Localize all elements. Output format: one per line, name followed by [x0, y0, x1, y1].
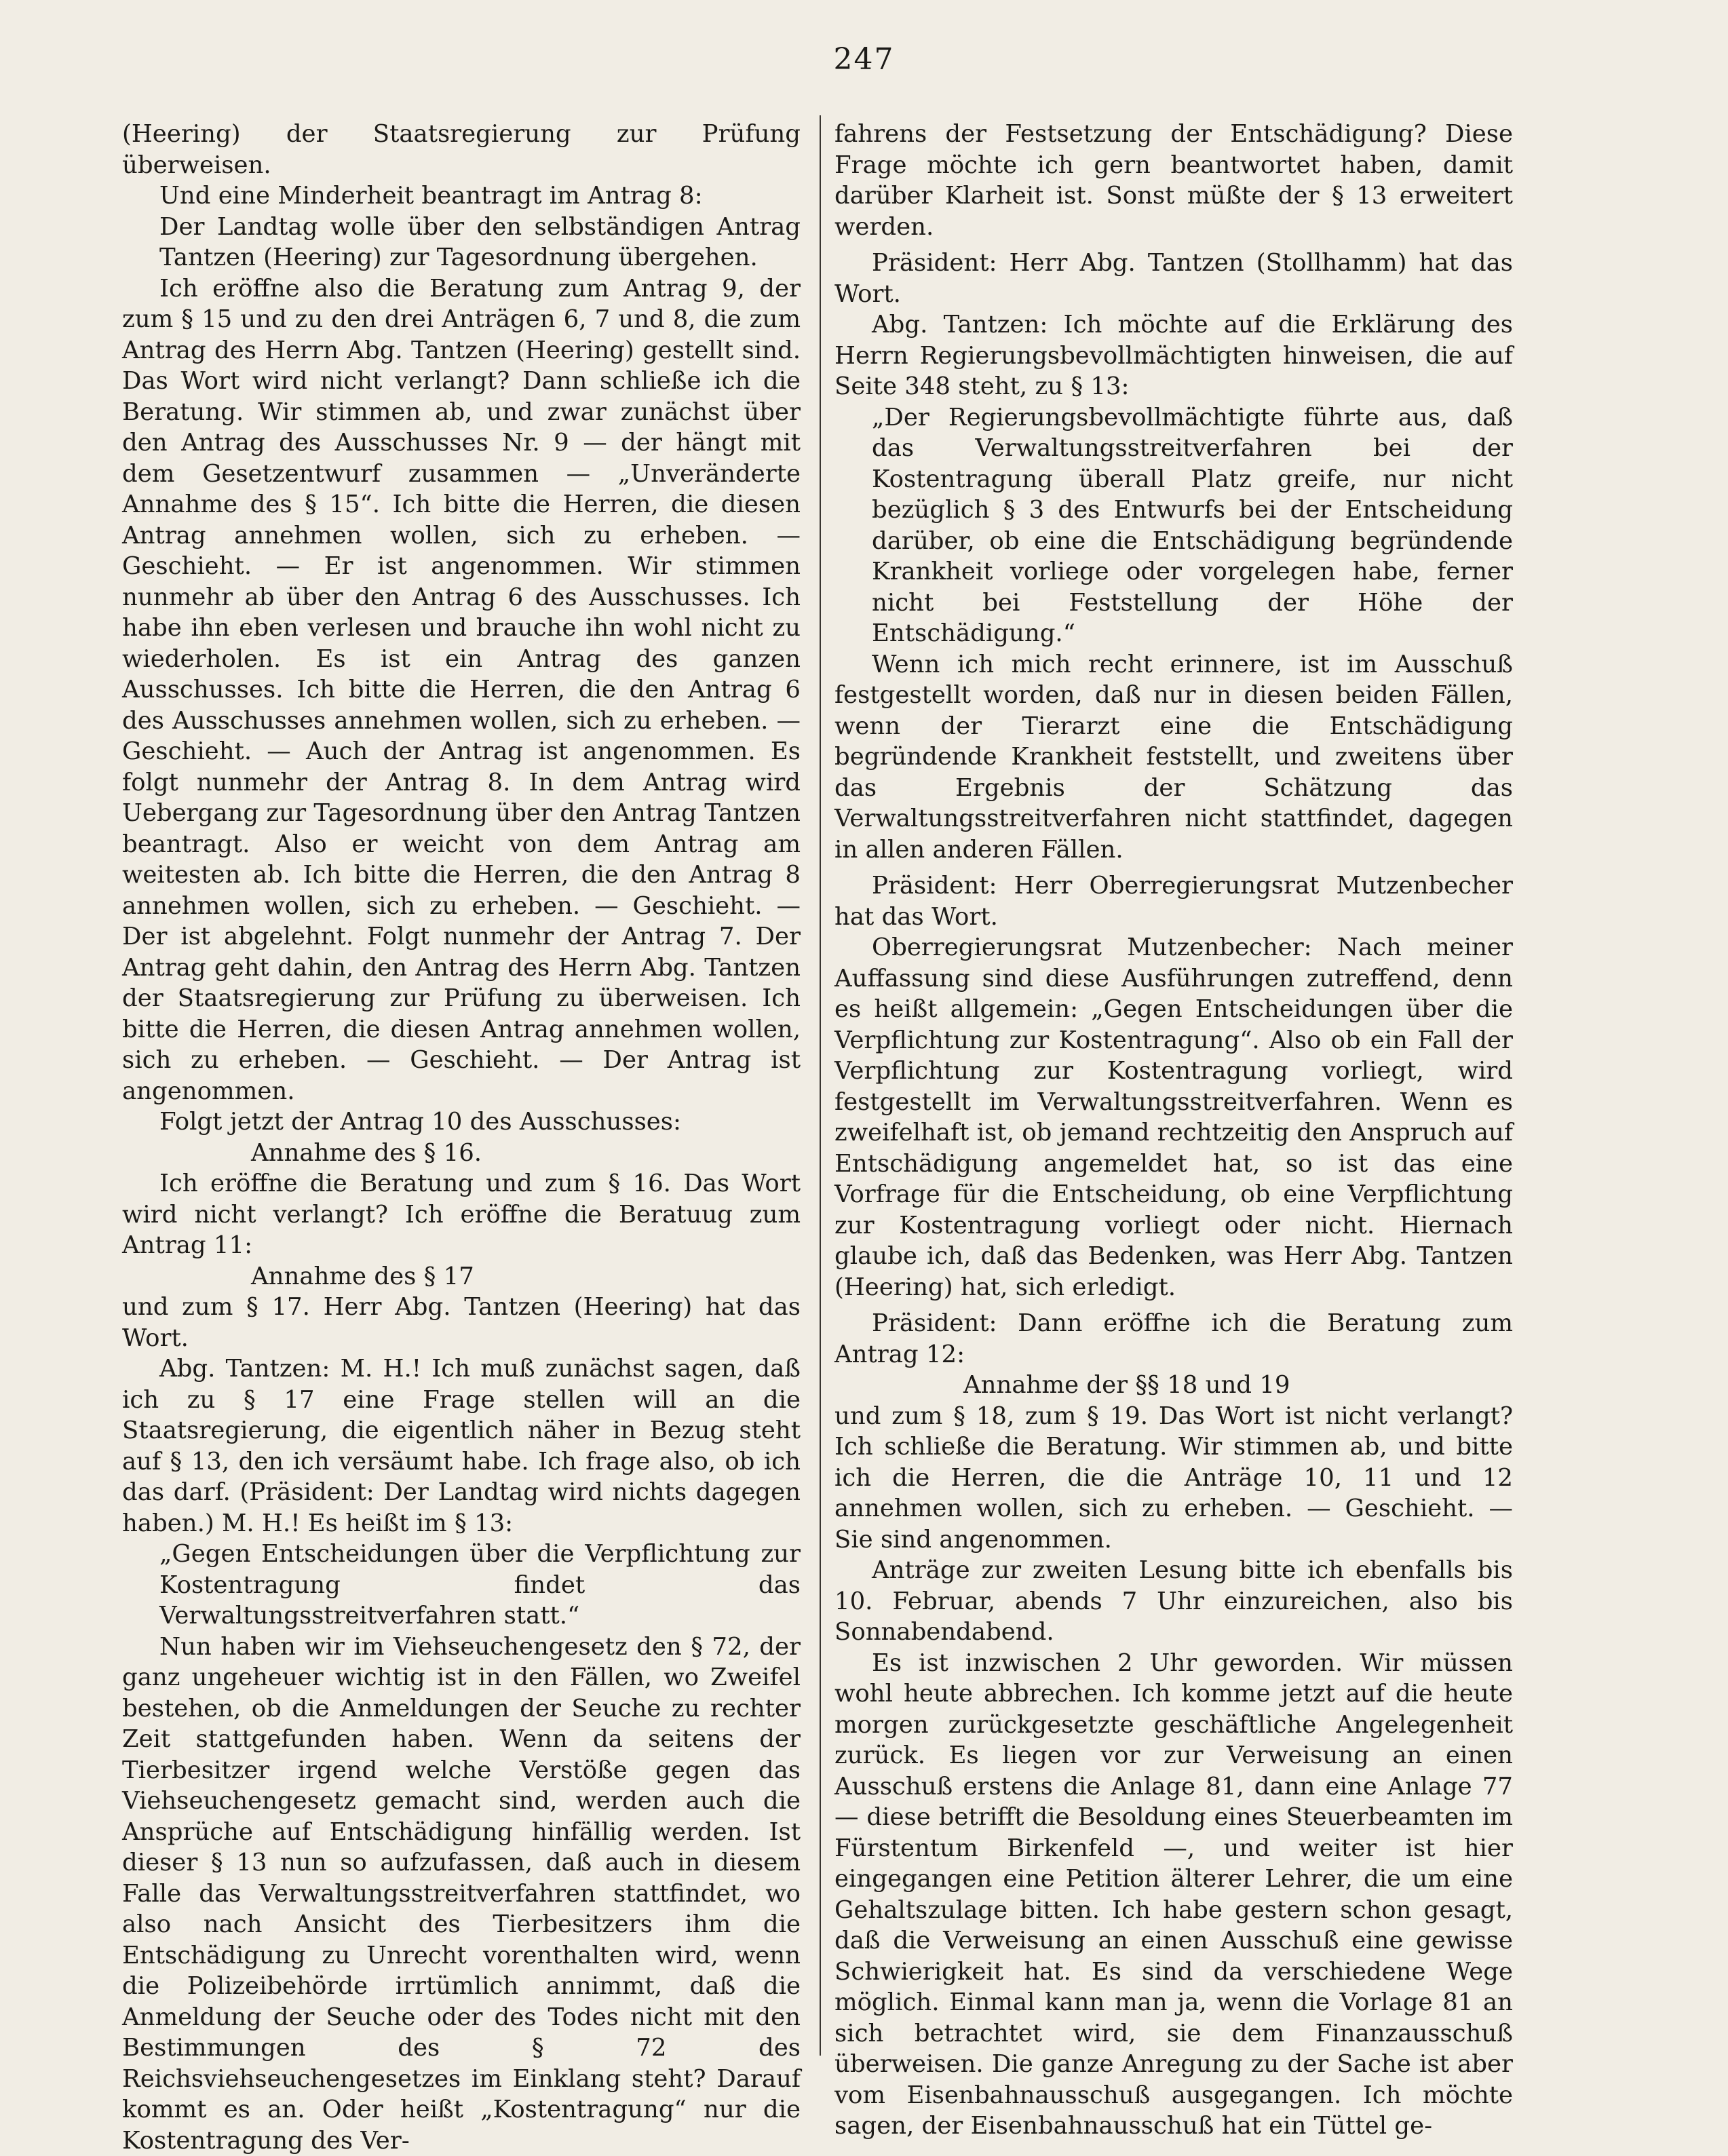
- quoted-statement: „Der Regierungsbevollmächtigte führte aus, daß das Verwaltungsstreitverfahren bei der Kostentragung überall Platz greife, nur nicht bezüglich § 3 des Entwurfs bei der Entscheidung darüber, ob eine die Entschädigung begründende Krankheit vorliege oder vorgelegen habe, ferner nicht bei Feststellung der Höhe der Entschädigung.“: [834, 402, 1513, 649]
- paragraph: (Heering) der Staatsregierung zur Prüfung überweisen.: [122, 119, 801, 180]
- paragraph: fahrens der Festsetzung der Entschädigung? Diese Frage möchte ich gern beantwortet haben, damit darüber Klarheit ist. Sonst müßte der § 13 erweitert werden.: [834, 119, 1513, 242]
- quoted-law: „Gegen Entscheidungen über die Verpflichtung zur Kostentragung findet das Verwaltungsstreitverfahren statt.“: [122, 1539, 801, 1632]
- paragraph: und zum § 17. Herr Abg. Tantzen (Heering) hat das Wort.: [122, 1292, 801, 1353]
- left-column: [122, 119, 801, 2156]
- speaker-paragraph: Abg. Tantzen: M. H.! Ich muß zunächst sagen, daß ich zu § 17 eine Frage stellen will an die Staatsregierung, die eigentlich näher in Bezug steht auf § 13, den ich versäumt habe. Ich frage also, ob ich das darf. (Präsident: Der Landtag wird nichts dagegen haben.) M. H.! Es heißt im § 13:: [122, 1353, 801, 1539]
- motion-line: Annahme des § 16.: [122, 1138, 801, 1169]
- paragraph: Wenn ich mich recht erinnere, ist im Ausschuß festgestellt worden, daß nur in diesen beiden Fällen, wenn der Tierarzt eine die Entschädigung begründende Krankheit feststellt, und zweitens über das Ergebnis der Schätzung das Verwaltungsstreitverfahren nicht stattfindet, dagegen in allen anderen Fällen.: [834, 649, 1513, 866]
- paragraph: Und eine Minderheit beantragt im Antrag 8:: [122, 180, 801, 212]
- quoted-motion: Der Landtag wolle über den selbständigen Antrag Tantzen (Heering) zur Tagesordnung übergehen.: [122, 212, 801, 273]
- speaker-paragraph: Präsident: Herr Abg. Tantzen (Stollhamm) hat das Wort.: [834, 248, 1513, 309]
- paragraph: Folgt jetzt der Antrag 10 des Ausschusses:: [122, 1106, 801, 1138]
- motion-line: Annahme der §§ 18 und 19: [834, 1370, 1513, 1401]
- paragraph: Es ist inzwischen 2 Uhr geworden. Wir müssen wohl heute abbrechen. Ich komme jetzt auf die heute morgen zurückgesetzte geschäftliche Angelegenheit zurück. Es liegen vor zur Verweisung an einen Ausschuß erstens die Anlage 81, dann eine Anlage 77 — diese betrifft die Besoldung eines Steuerbeamten im Fürstentum Birkenfeld —, und weiter ist hier eingegangen eine Petition älterer Lehrer, die um eine Gehaltszulage bitten. Ich habe gestern schon gesagt, daß die Verweisung an einen Ausschuß eine gewisse Schwierigkeit hat. Es sind da verschiedene Wege möglich. Einmal kann man ja, wenn die Vorlage 81 an sich betrachtet wird, sie dem Finanzausschuß überweisen. Die ganze Anregung zu der Sache ist aber vom Eisenbahnausschuß ausgegangen. Ich möchte sagen, der Eisenbahnausschuß hat ein Tüttel ge-: [834, 1648, 1513, 2142]
- right-column: [834, 119, 1513, 2142]
- motion-line: Annahme des § 17: [122, 1261, 801, 1292]
- speaker-paragraph: Oberregierungsrat Mutzenbecher: Nach meiner Auffassung sind diese Ausführungen zutreffend, denn es heißt allgemein: „Gegen Entscheidungen über die Verpflichtung zur Kostentragung“. Also ob ein Fall der Verpflichtung zur Kostentragung vorliegt, wird festgestellt im Verwaltungsstreitverfahren. Wenn es zweifelhaft ist, ob jemand rechtzeitig den Anspruch auf Entschädigung angemeldet hat, so ist das eine Vorfrage für die Entscheidung, ob eine Verpflichtung zur Kostentragung vorliegt oder nicht. Hiernach glaube ich, daß das Bedenken, was Herr Abg. Tantzen (Heering) hat, sich erledigt.: [834, 932, 1513, 1303]
- paragraph: Ich eröffne also die Beratung zum Antrag 9, der zum § 15 und zu den drei Anträgen 6, 7 und 8, die zum Antrag des Herrn Abg. Tantzen (Heering) gestellt sind. Das Wort wird nicht verlangt? Dann schließe ich die Beratung. Wir stimmen ab, und zwar zunächst über den Antrag des Ausschusses Nr. 9 — der hängt mit dem Gesetzentwurf zusammen — „Unveränderte Annahme des § 15“. Ich bitte die Herren, die diesen Antrag annehmen wollen, sich zu erheben. — Geschieht. — Er ist angenommen. Wir stimmen nunmehr ab über den Antrag 6 des Ausschusses. Ich habe ihn eben verlesen und brauche ihn wohl nicht zu wiederholen. Es ist ein Antrag des ganzen Ausschusses. Ich bitte die Herren, die den Antrag 6 des Ausschusses annehmen wollen, sich zu erheben. — Geschieht. — Auch der Antrag ist angenommen. Es folgt nunmehr der Antrag 8. In dem Antrag wird Uebergang zur Tagesordnung über den Antrag Tantzen beantragt. Also er weicht von dem Antrag am weitesten ab. Ich bitte die Herren, die den Antrag 8 annehmen wollen, sich zu erheben. — Geschieht. — Der ist abgelehnt. Folgt nunmehr der Antrag 7. Der Antrag geht dahin, den Antrag des Herrn Abg. Tantzen der Staatsregierung zur Prüfung zu überweisen. Ich bitte die Herren, die diesen Antrag annehmen wollen, sich zu erheben. — Geschieht. — Der Antrag ist angenommen.: [122, 273, 801, 1107]
- paragraph: Ich eröffne die Beratung und zum § 16. Das Wort wird nicht verlangt? Ich eröffne die Beratuug zum Antrag 11:: [122, 1168, 801, 1261]
- column-divider: [820, 115, 821, 2056]
- paragraph: Nun haben wir im Viehseuchengesetz den § 72, der ganz ungeheuer wichtig ist in den Fällen, wo Zweifel bestehen, ob die Anmeldungen der Seuche zu rechter Zeit stattgefunden haben. Wenn da seitens der Tierbesitzer irgend welche Verstöße gegen das Viehseuchengesetz gemacht sind, werden auch die Ansprüche auf Entschädigung hinfällig werden. Ist dieser § 13 nun so aufzufassen, daß auch in diesem Falle das Verwaltungsstreitverfahren stattfindet, wo also nach Ansicht des Tierbesitzers ihm die Entschädigung zu Unrecht vorenthalten wird, wenn die Polizeibehörde irrtümlich annimmt, daß die Anmeldung der Seuche oder des Todes nicht mit den Bestimmungen des § 72 des Reichsviehseuchengesetzes im Einklang steht? Darauf kommt es an. Oder heißt „Kostentragung“ nur die Kostentragung des Ver-: [122, 1632, 801, 2156]
- paragraph: und zum § 18, zum § 19. Das Wort ist nicht verlangt? Ich schließe die Beratung. Wir stimmen ab, und bitte ich die Herren, die die Anträge 10, 11 und 12 annehmen wollen, sich zu erheben. — Geschieht. — Sie sind angenommen.: [834, 1401, 1513, 1556]
- paragraph: Anträge zur zweiten Lesung bitte ich ebenfalls bis 10. Februar, abends 7 Uhr einzureichen, also bis Sonnabendabend.: [834, 1555, 1513, 1648]
- page-number: 247: [0, 42, 1728, 77]
- speaker-paragraph: Abg. Tantzen: Ich möchte auf die Erklärung des Herrn Regierungsbevollmächtigten hinweisen, die auf Seite 348 steht, zu § 13:: [834, 309, 1513, 402]
- speaker-paragraph: Präsident: Herr Oberregierungsrat Mutzenbecher hat das Wort.: [834, 870, 1513, 932]
- speaker-paragraph: Präsident: Dann eröffne ich die Beratung zum Antrag 12:: [834, 1308, 1513, 1370]
